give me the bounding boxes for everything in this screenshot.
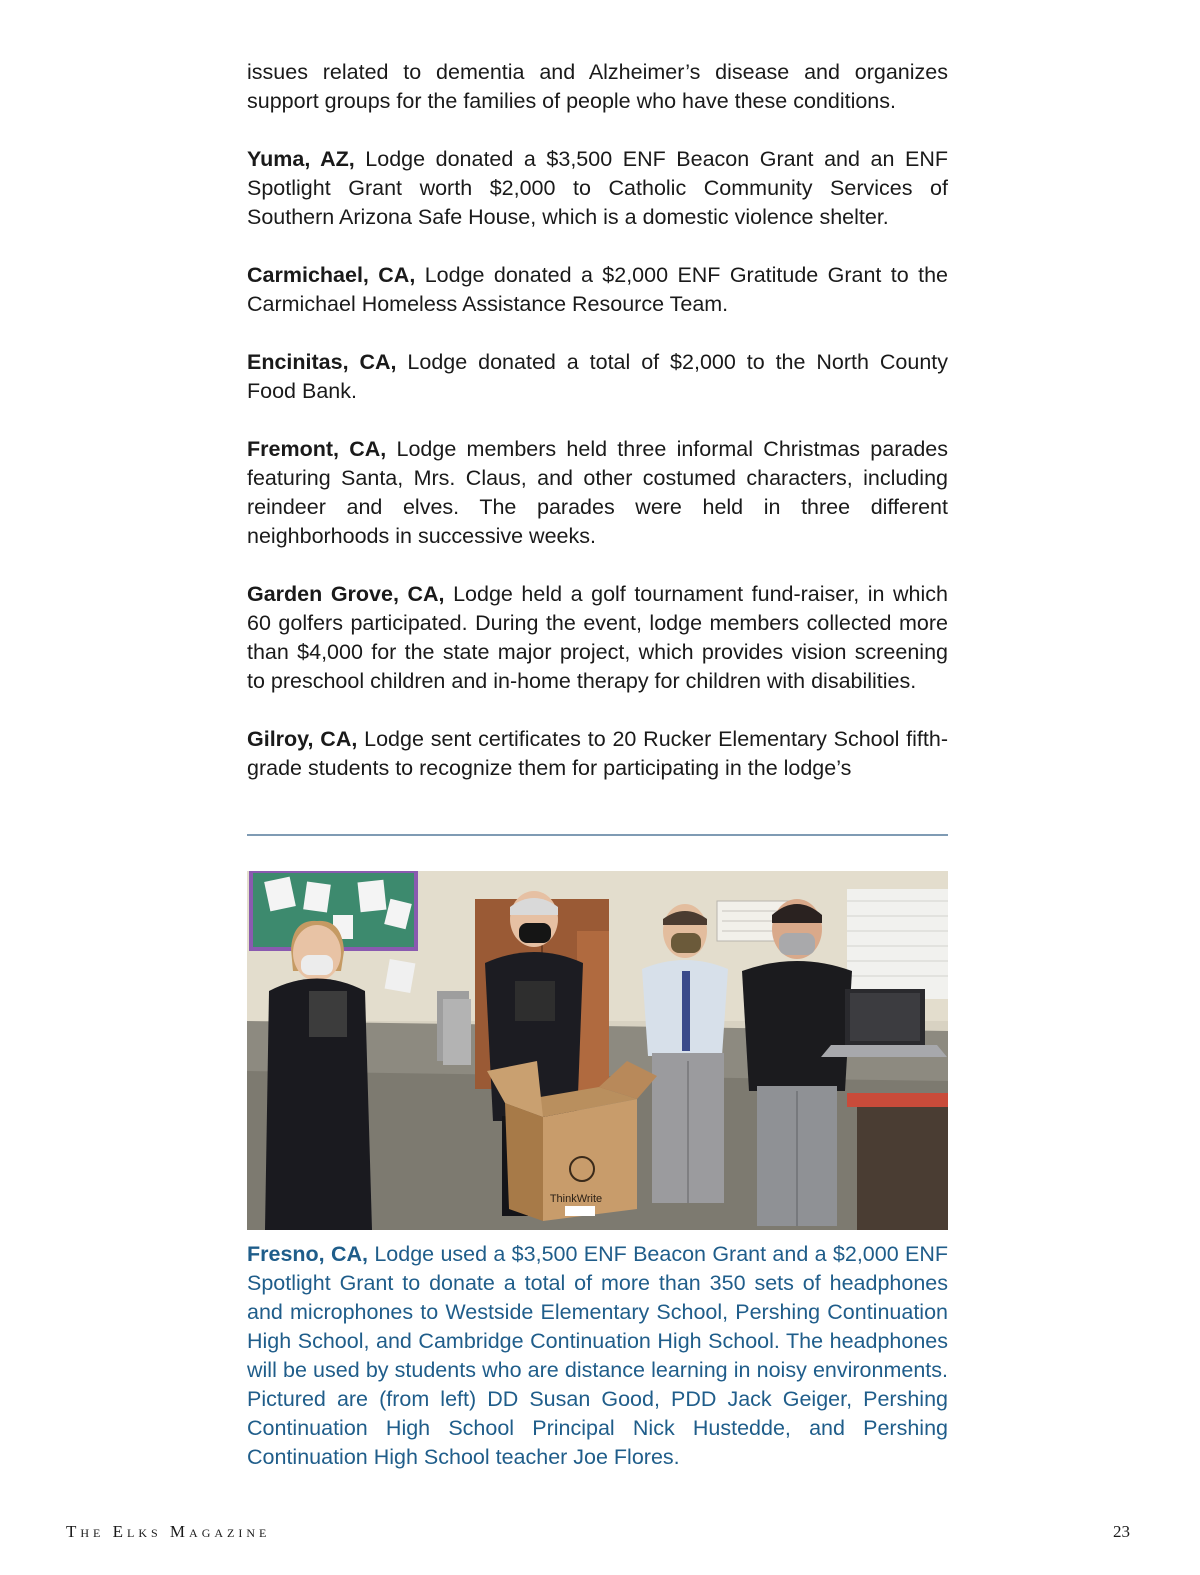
entry-gilroy <box>247 725 948 783</box>
group-photo <box>247 871 948 1230</box>
entry-carmichael <box>247 261 948 319</box>
entry-text: Lodge donated a $2,000 ENF Gratitude Grant to the Carmichael Homeless Assistance Resource Team. <box>247 263 948 316</box>
entry-yuma <box>247 145 948 232</box>
entry-garden-grove <box>247 580 948 696</box>
lodge-name: Fremont, CA, <box>247 437 387 461</box>
box-label: ThinkWrite <box>549 1193 603 1205</box>
entry-text: Lodge members held three informal Christmas parades featuring Santa, Mrs. Claus, and other costumed characters, including reindeer and elves. The parades were held in three different neighborhoods in successive weeks. <box>247 437 948 548</box>
caption-lodge-name: Fresno, CA, <box>247 1242 369 1266</box>
magazine-name <box>66 1522 270 1542</box>
lodge-name: Yuma, AZ, <box>247 147 355 171</box>
entry-text: Lodge sent certificates to 20 Rucker Elementary School fifth-grade students to recognize them for participating in the lodge’s <box>247 727 948 780</box>
lodge-name: Garden Grove, CA, <box>247 582 445 606</box>
entry-text: Lodge donated a total of $2,000 to the North County Food Bank. <box>247 350 948 403</box>
lodge-name: Encinitas, CA, <box>247 350 397 374</box>
photo-illustration <box>247 871 948 1230</box>
page-number: 23 <box>1113 1522 1130 1541</box>
entry-text: Lodge held a golf tournament fund-raiser, in which 60 golfers participated. During the event, lodge members collected more than $4,000 for the state major project, which provides vision screening to preschool children and in-home therapy for children with disabilities. <box>247 582 948 693</box>
photo-caption <box>247 1240 948 1472</box>
lodge-name: Carmichael, CA, <box>247 263 416 287</box>
magazine-name-text: The Elks Magazine <box>66 1522 271 1541</box>
entry-encinitas <box>247 348 948 406</box>
lodge-name: Gilroy, CA, <box>247 727 358 751</box>
section-divider <box>247 834 948 836</box>
entry-fremont <box>247 435 948 551</box>
entry-text: Lodge donated a $3,500 ENF Beacon Grant and an ENF Spotlight Grant worth $2,000 to Catholic Community Services of Southern Arizona Safe House, which is a domestic violence shelter. <box>247 147 948 229</box>
article-body <box>247 58 948 812</box>
intro-paragraph: issues related to dementia and Alzheimer’s disease and organizes support groups for the families of people who have these conditions. <box>247 60 948 113</box>
caption-text: Lodge used a $3,500 ENF Beacon Grant and a $2,000 ENF Spotlight Grant to donate a total of more than 350 sets of headphones and microphones to Westside Elementary School, Pershing Continuation High School, and Cambridge Continuation High School. The headphones will be used by students who are distance learning in noisy environments. Pictured are (from left) DD Susan Good, PDD Jack Geiger, Pershing Continuation High School Principal Nick Hustedde, and Pershing Continuation High School teacher Joe Flores. <box>247 1242 948 1469</box>
